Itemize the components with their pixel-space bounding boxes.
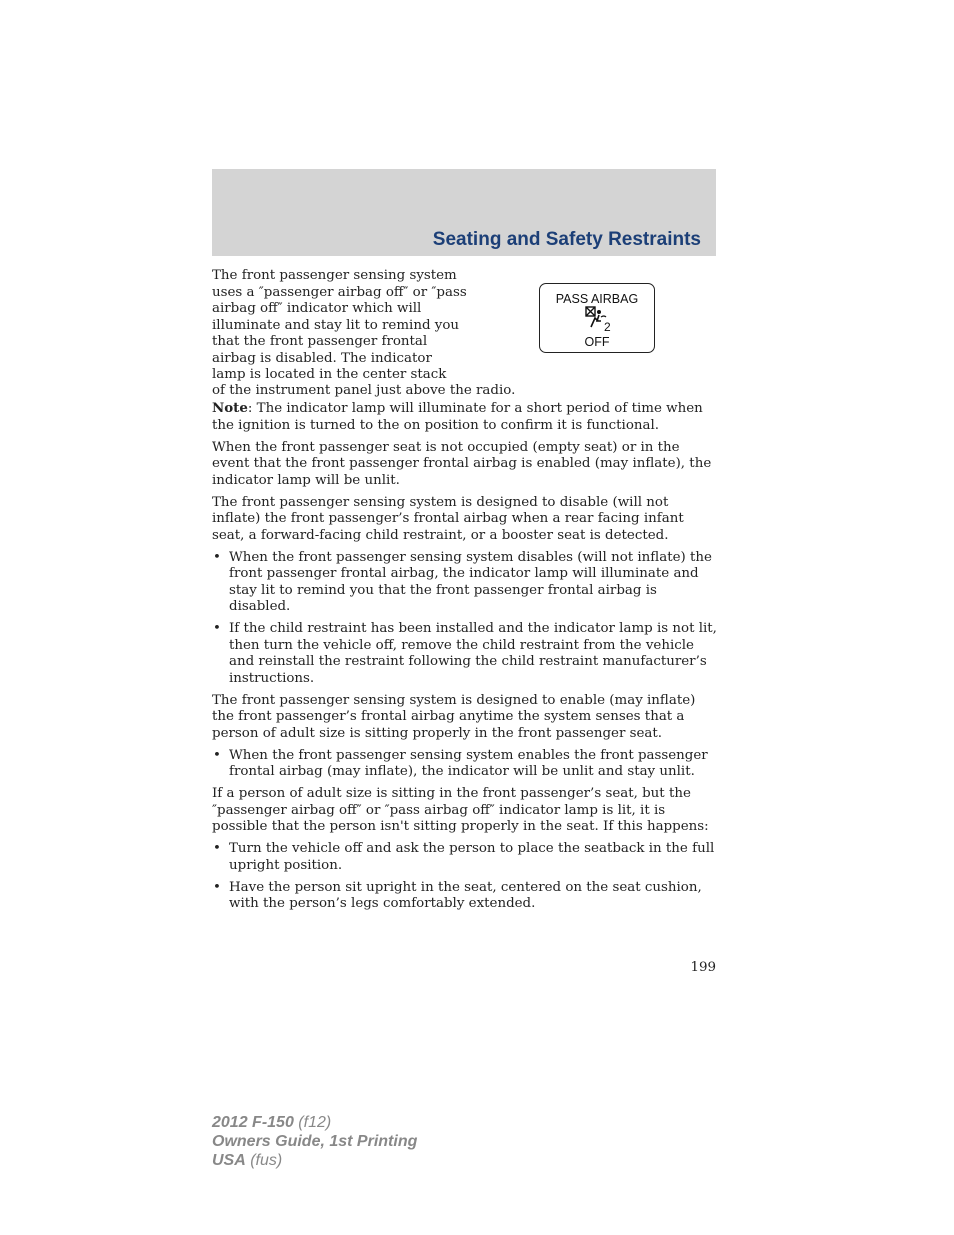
bullet-list-remedy [212,841,717,913]
footer-model: 2012 F-150 [212,1114,294,1131]
list-item: • When the front passenger sensing system disables (will not inflate) the front passenger frontal airbag, the indicator lamp will illuminate and stay lit to remind you that the front passenger frontal airbag is disabled. [212,550,717,616]
page-number: 199 [690,960,716,975]
list-item: • If the child restraint has been installed and the indicator lamp is not lit, then turn the vehicle off, remove the child restraint from the vehicle and reinstall the restraint following the child restraint manufacturer’s instructions. [212,621,717,687]
list-item: • Turn the vehicle off and ask the person to place the seatback in the full upright position. [212,841,717,874]
indicator-top-label: PASS AIRBAG [555,292,639,306]
note-paragraph [212,400,717,434]
bullet-list-enable [212,748,717,781]
list-item: • When the front passenger sensing system enables the front passenger frontal airbag (may inflate), the indicator will be unlit and stay unlit. [212,748,717,781]
footer-line-model [212,1113,417,1132]
airbag-seat-icon [585,306,615,332]
footer-market: USA [212,1152,246,1169]
document-footer [212,1113,417,1170]
page-body [212,268,717,918]
note-text: : The indicator lamp will illuminate for a short period of time when the ignition is turned to the on position to confirm it is functional. [212,401,703,433]
paragraph-unoccupied-seat: When the front passenger seat is not occupied (empty seat) or in the event that the front passenger frontal airbag is enabled (may inflate), the indicator lamp will be unlit. [212,439,712,488]
pass-airbag-off-indicator [539,283,655,353]
list-item: • Have the person sit upright in the seat, centered on the seat cushion, with the person’s legs comfortably extended. [212,880,717,913]
section-title: Seating and Safety Restraints [432,229,701,250]
intro-paragraph: The front passenger sensing system uses a ″passenger airbag off″ or ″pass airbag off″ indicator which will illuminate and stay lit to remind you that the front passenger frontal airbag is disabled. The indicator lamp is located in the center stack [212,268,467,382]
intro-block [212,268,717,400]
paragraph-adult-seated: If a person of adult size is sitting in the front passenger’s seat, but the ″passenger airbag off″ or ″pass airbag off″ indicator lamp is lit, it is possible that the person isn't sitting properly in the seat. If this happens: [212,786,709,834]
footer-model-code: (f12) [293,1114,332,1131]
indicator-icon-number: 2 [604,320,611,332]
paragraph-enable-conditions: The front passenger sensing system is designed to enable (may inflate) the front passenger’s frontal airbag anytime the system senses that a person of adult size is sitting properly in the front passenger seat. [212,692,696,741]
bullet-list-disable [212,550,717,688]
footer-market-code: (fus) [245,1152,283,1169]
paragraph-disable-conditions: The front passenger sensing system is designed to disable (will not inflate) the front passenger’s frontal airbag when a rear facing infant seat, a forward-facing child restraint, or a booster seat is detected. [212,494,684,543]
note-label: Note [212,400,248,416]
footer-guide: Owners Guide, 1st Printing [212,1133,418,1150]
footer-line-market [212,1151,417,1170]
intro-paragraph-tail: of the instrument panel just above the radio. [212,383,516,398]
footer-line-guide [212,1132,417,1151]
indicator-bottom-label: OFF [584,335,610,349]
section-header-band [212,169,716,256]
